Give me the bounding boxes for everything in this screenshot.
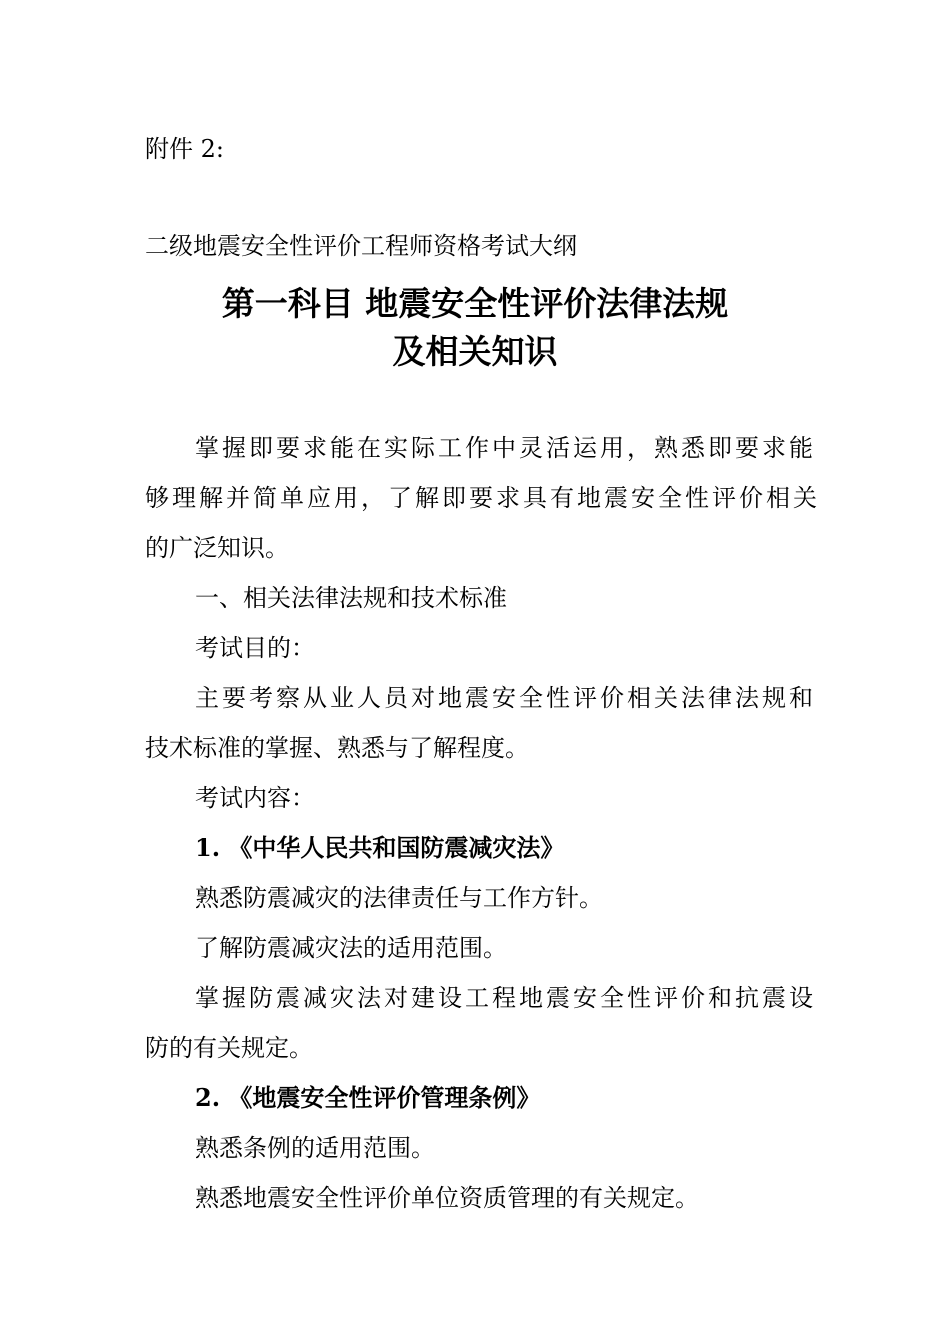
attachment-label: 附件 2: bbox=[145, 135, 224, 163]
item2-paragraph2: 熟悉地震安全性评价单位资质管理的有关规定。 bbox=[195, 1184, 699, 1212]
section1-heading: 一、相关法律法规和技术标准 bbox=[195, 584, 507, 612]
item1-paragraph1: 熟悉防震减灾的法律责任与工作方针。 bbox=[195, 884, 603, 912]
subject-title-line1: 第一科目 地震安全性评价法律法规 bbox=[221, 284, 729, 323]
item2-paragraph1: 熟悉条例的适用范围。 bbox=[195, 1134, 435, 1162]
intro-line2: 够理解并简单应用，了解即要求具有地震安全性评价相关 bbox=[145, 484, 820, 512]
item1-heading: 1. 《中华人民共和国防震减灾法》 bbox=[195, 833, 565, 862]
section1-purpose-label: 考试目的： bbox=[195, 634, 315, 662]
section1-content-label: 考试内容： bbox=[195, 784, 315, 812]
item2-heading: 2. 《地震安全性评价管理条例》 bbox=[195, 1083, 541, 1112]
outline-title: 二级地震安全性评价工程师资格考试大纲 bbox=[145, 232, 577, 260]
intro-line1: 掌握即要求能在实际工作中灵活运用，熟悉即要求能 bbox=[195, 434, 816, 462]
section1-purpose-line1: 主要考察从业人员对地震安全性评价相关法律法规和 bbox=[195, 684, 816, 712]
subject-title-line2: 及相关知识 bbox=[392, 332, 558, 371]
section1-purpose-line2: 技术标准的掌握、熟悉与了解程度。 bbox=[145, 734, 529, 762]
item1-paragraph2: 了解防震减灾法的适用范围。 bbox=[195, 934, 507, 962]
item1-paragraph3-line1: 掌握防震减灾法对建设工程地震安全性评价和抗震设 bbox=[195, 984, 816, 1012]
intro-line3: 的广泛知识。 bbox=[145, 534, 289, 562]
item1-paragraph3-line2: 防的有关规定。 bbox=[145, 1034, 313, 1062]
